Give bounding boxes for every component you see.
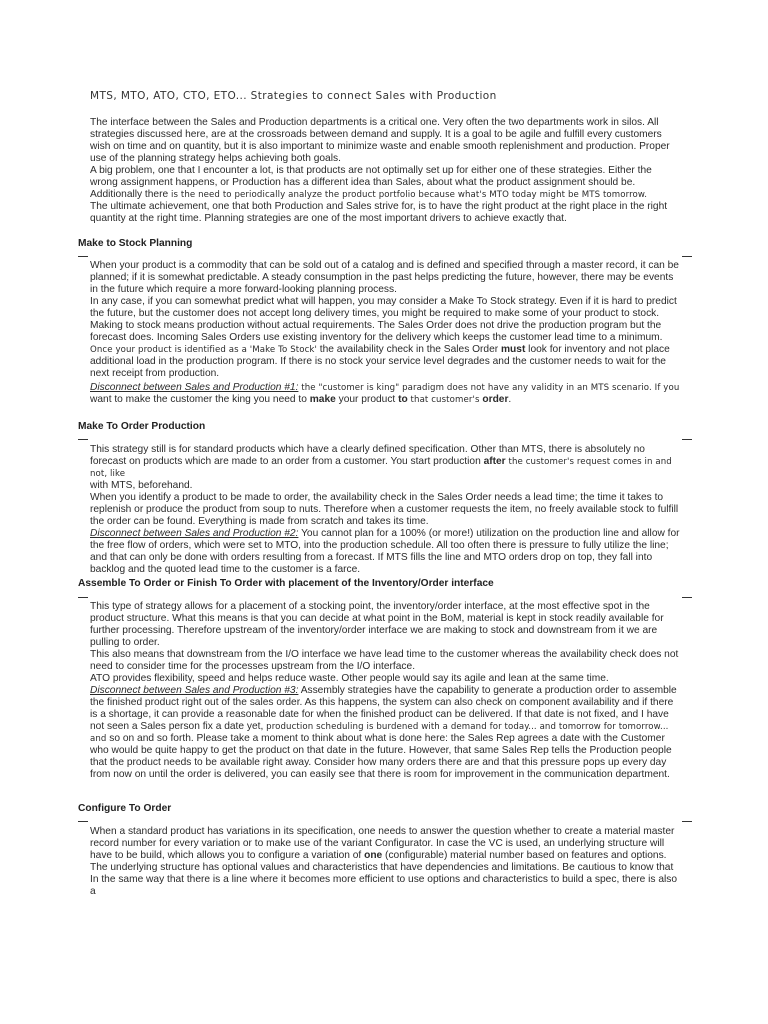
cto-paragraph-3: In the same way that there is a line where it becomes more efficient to use options and characteristics to build a spec, there is also a xyxy=(90,874,678,897)
intro-paragraph-3: The ultimate achievement, one that both Production and Sales strive for, is to have the right product at the right place in the right quantity at the right time. Planning strategies are one of the most important drivers to achieve exactly that. xyxy=(90,201,668,224)
mts-paragraph-1: When your product is a commodity that can be sold out of a catalog and is defined and specified through a master record, it can be planned; if it is somewhat predictable. A steady consumption in the past helps predicting the future, however, there may be events in the future which require a more forward-looking planning process. xyxy=(90,260,679,295)
margin-mark xyxy=(78,821,88,822)
mto-paragraph-1: This strategy still is for standard products which have a clearly defined specification. Other than MTS, there is absolutely no forecast on products which are made to an order from a customer. You start production after the customer's request comes in and not, like with MTS, beforehand. xyxy=(90,444,672,491)
intro-paragraph-2: A big problem, one that I encounter a lot, is that products are not optimally set up for either one of these strategies. Either the wrong assignment happens, or Production has a different idea than Sales, about what the product assignment should be. Additionally there is the need to periodically analyze the product portfolio because what's MTO today might be MTS tomorrow. xyxy=(90,165,652,200)
mto-paragraph-2: When you identify a product to be made to order, the availability check in the Sales Order needs a lead time; the time it takes to replenish or produce the product from soup to nuts. Therefore when a customer requests the item, no freely available stock to fulfill the order can be found. Everything is made from scratch and takes its time. xyxy=(90,492,679,527)
margin-mark xyxy=(682,821,692,822)
disconnect-3-label: Disconnect between Sales and Production #3: xyxy=(90,685,299,696)
cto-paragraph-1: When a standard product has variations in its specification, one needs to answer the question whether to create a material master record number for every variation or to make use of the variant Configurator. In case the VC is used, an underlying structure will have to be build, which allows you to configure a variation of one (configurable) material number based on features and options. xyxy=(90,826,675,861)
mts-disconnect-1: Disconnect between Sales and Production #1: the "customer is king" paradigm does not have any validity in an MTS scenario. If you want to make the customer the king you need to make your product to that customer's order. xyxy=(90,382,680,405)
heading-make-to-order: Make To Order Production xyxy=(78,421,206,432)
intro-paragraph-1: The interface between the Sales and Production departments is a critical one. Very often the two departments work in silos. All strategies discussed here, are at the crossroads between demand and supply. It is a goal to be agile and fulfill every customers wish on time and on quantity, but it is also important to minimize waste and enable smooth replenishment and production. Proper use of the planning strategy helps achieving both goals. xyxy=(90,117,670,164)
margin-mark xyxy=(78,256,88,257)
heading-assemble-to-order: Assemble To Order or Finish To Order with placement of the Inventory/Order interface xyxy=(78,578,494,589)
margin-mark xyxy=(78,597,88,598)
ato-paragraph-2: This also means that downstream from the I/O interface we have lead time to the customer whereas the availability check does not need to consider time for the processes upstream from the I/O interface. xyxy=(90,649,679,672)
disconnect-2-label: Disconnect between Sales and Production #2: xyxy=(90,528,299,539)
margin-mark xyxy=(682,256,692,257)
disconnect-1-label: Disconnect between Sales and Production #1: xyxy=(90,382,299,393)
margin-mark xyxy=(682,439,692,440)
heading-configure-to-order: Configure To Order xyxy=(78,803,172,814)
margin-mark xyxy=(78,439,88,440)
mts-paragraph-4: Once your product is identified as a 'Make To Stock' the availability check in the Sales Order must look for inventory and not place additional load in the production program. If there is no stock your service level degrades and the customer needs to wait for the next receipt from production. xyxy=(90,344,670,379)
ato-disconnect-3: Disconnect between Sales and Production #3: Assembly strategies have the capability to generate a production order to assemble the finished product right out of the sales order. As this happens, the system can also check on component availability and if there is a shortage, it can provide a reasonable date for when the finished product can be delivered. If that date is not fixed, and I have not seen a Sales person fix a date yet, production scheduling is burdened with a demand for today... and tomorrow for tomorrow... and so on and so forth. Please take a moment to think about what is done here: the Sales Rep agrees a date with the Customer who would be quite happy to get the product on that date in the future. However, that same Sales Rep tells the Production people that the product needs to be available right away. Consider how many orders there are and that this pressure pops up every day from now on until the order is delivered, you can easily see that there is room for improvement in the communication department. xyxy=(90,685,677,780)
heading-make-to-stock: Make to Stock Planning xyxy=(78,238,193,249)
mts-paragraph-3: Making to stock means production without actual requirements. The Sales Order does not drive the production program but the forecast does. Incoming Sales Orders use existing inventory for the delivery which keeps the customer lead time to a minimum. xyxy=(90,320,663,343)
mts-paragraph-2: In any case, if you can somewhat predict what will happen, you may consider a Make To Stock strategy. Even if it is hard to predict the future, but the customer does not accept long delivery times, you might be required to make some of your product to stock. xyxy=(90,296,677,319)
cto-paragraph-2: The underlying structure has optional values and characteristics that have dependencies and limitations. Be cautious to know that xyxy=(90,862,674,873)
mts-section xyxy=(90,260,682,406)
margin-mark xyxy=(682,597,692,598)
intro-section xyxy=(90,117,682,225)
document-title: MTS, MTO, ATO, CTO, ETO... Strategies to connect Sales with Production xyxy=(90,90,497,102)
mto-section xyxy=(90,444,682,576)
ato-section xyxy=(90,601,682,781)
cto-section xyxy=(90,826,682,898)
ato-paragraph-3: ATO provides flexibility, speed and helps reduce waste. Other people would say its agile and lean at the same time. xyxy=(90,673,609,684)
ato-paragraph-1: This type of strategy allows for a placement of a stocking point, the inventory/order interface, at the most effective spot in the product structure. What this means is that you can decide at what point in the BoM, material is kept in stock readily available for further processing. Therefore upstream of the inventory/order interface we are making to stock and downstream from it we are pulling to order. xyxy=(90,601,664,648)
mto-disconnect-2: Disconnect between Sales and Production #2: You cannot plan for a 100% (or more!) utilization on the production line and allow for the free flow of orders, which were set to MTO, into the production schedule. All too often there is pressure to fully utilize the line; and that can only be done with orders resulting from a forecast. If MTS fills the line and MTO orders drop on top, they fall into backlog and the quoted lead time to the customer is a farce. xyxy=(90,528,680,575)
